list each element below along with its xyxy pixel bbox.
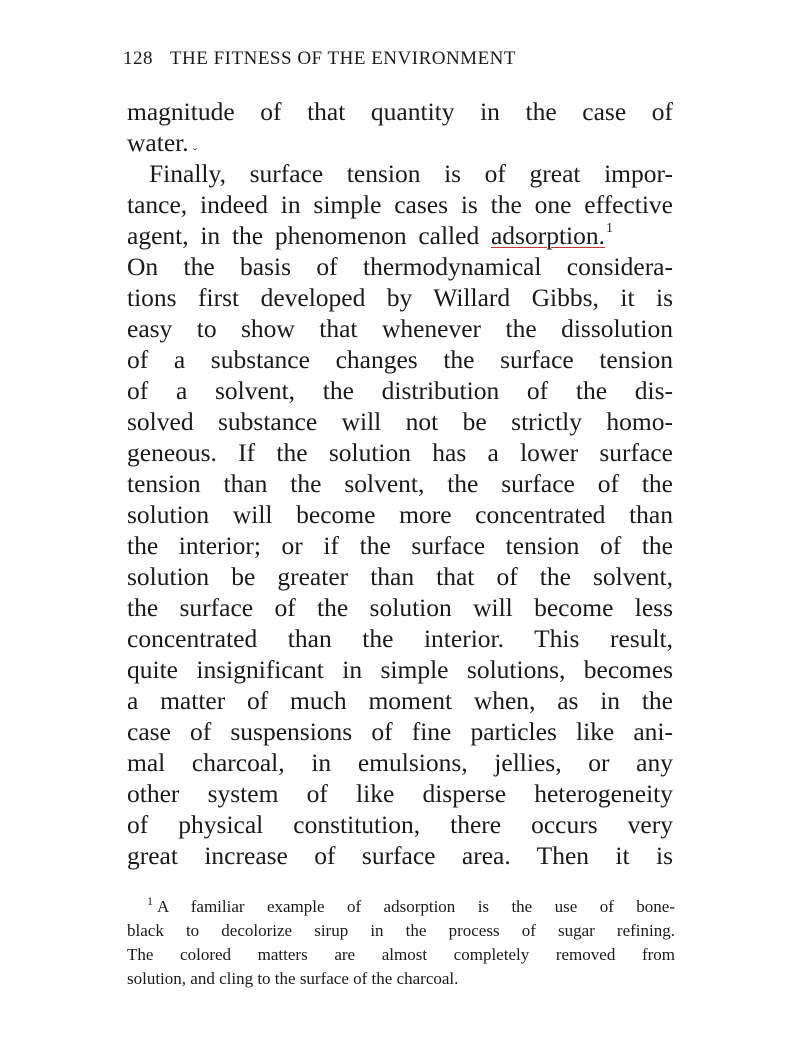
footnote-reference: 1 <box>606 221 613 236</box>
text-line: mal charcoal, in emulsions, jellies, or any <box>127 748 673 777</box>
text-line <box>127 127 673 158</box>
footnote <box>127 895 675 991</box>
footnote-line-content: A familiar example of adsorption is the use of bone- <box>157 897 675 916</box>
text-line: On the basis of thermodynamical considera- <box>127 252 673 281</box>
underlined-term: adsorption. <box>490 221 605 250</box>
footnote-line <box>127 895 675 919</box>
text-line: of physical constitution, there occurs very <box>127 810 673 839</box>
footnote-line: solution, and cling to the surface of the charcoal. <box>127 969 459 988</box>
text-line: easy to show that whenever the dissolution <box>127 314 673 343</box>
text-line: concentrated than the interior. This result, <box>127 624 673 653</box>
text-line: magnitude of that quantity in the case of <box>127 97 673 126</box>
body-text <box>127 96 673 871</box>
text-line: quite insignificant in simple solutions, becomes <box>127 655 673 684</box>
text-line: solution will become more concentrated than <box>127 500 673 529</box>
footnote-line: The colored matters are almost completely removed from <box>127 945 675 964</box>
text-line: case of suspensions of fine particles like ani- <box>127 717 673 746</box>
text-line: great increase of surface area. Then it is <box>127 841 673 870</box>
footnote-line: black to decolorize sirup in the process of sugar refining. <box>127 921 675 940</box>
text-line: of a solvent, the distribution of the dis- <box>127 376 673 405</box>
text-line-content: water. <box>127 128 189 157</box>
text-line: tance, indeed in simple cases is the one effective <box>127 190 673 219</box>
text-line: solved substance will not be strictly homo- <box>127 407 673 436</box>
running-header <box>123 48 683 70</box>
text-line: tension than the solvent, the surface of the <box>127 469 673 498</box>
text-line: a matter of much moment when, as in the <box>127 686 673 715</box>
running-title: THE FITNESS OF THE ENVIRONMENT <box>169 48 517 69</box>
text-line: other system of like disperse heterogeneity <box>127 779 673 808</box>
page-number: 128 <box>123 48 153 69</box>
text-line: the interior; or if the surface tension of the <box>127 531 673 560</box>
text-line: Finally, surface tension is of great impor- <box>149 159 673 188</box>
text-line: the surface of the solution will become less <box>127 593 673 622</box>
text-line: of a substance changes the surface tension <box>127 345 673 374</box>
stray-mark: ˬ <box>192 136 198 151</box>
text-line: tions first developed by Willard Gibbs, it is <box>127 283 673 312</box>
text-line: geneous. If the solution has a lower surface <box>127 438 673 467</box>
text-line-content: agent, in the phenomenon called <box>127 221 491 250</box>
text-line: solution be greater than that of the solvent, <box>127 562 673 591</box>
text-line <box>127 220 673 251</box>
footnote-marker: 1 <box>147 894 153 908</box>
